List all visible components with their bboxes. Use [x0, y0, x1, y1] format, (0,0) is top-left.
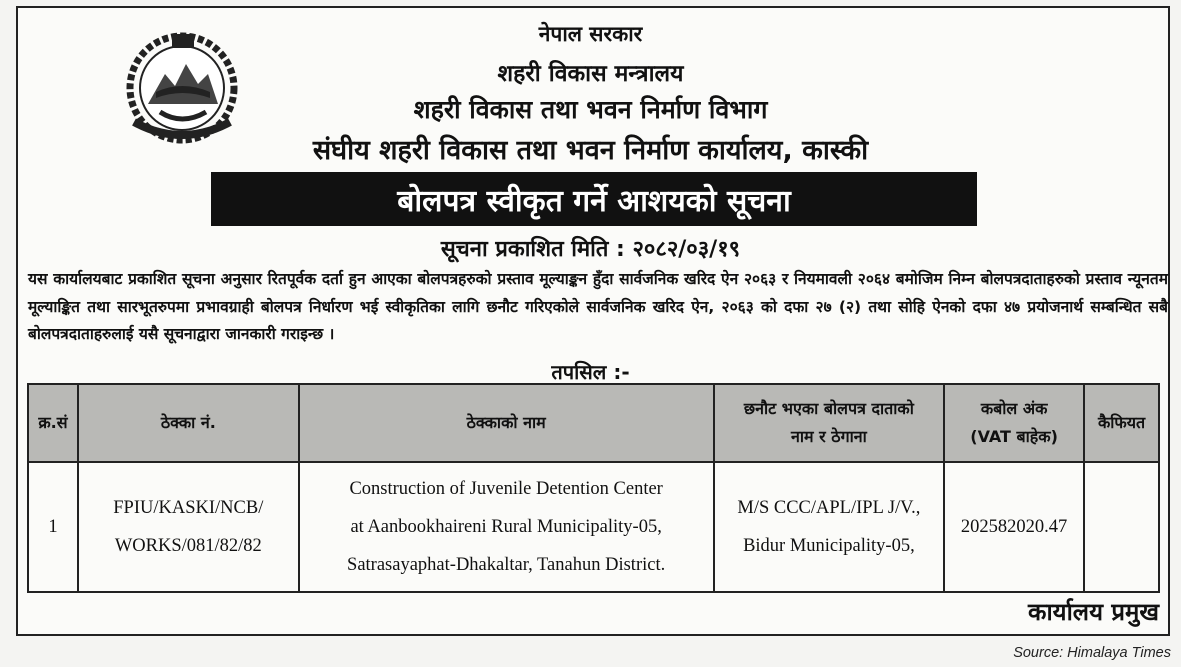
bid-table — [27, 383, 1160, 593]
header-sn: क्र.सं — [28, 384, 78, 462]
notice-body: यस कार्यालयबाट प्रकाशित सूचना अनुसार रितपूर्वक दर्ता हुन आएका बोलपत्रहरुको प्रस्ताव मूल्याङ्कन हुँदा सार्वजनिक खरिद ऐन २०६३ र नियमावली २०६४ बमोजिम निम्न बोलपत्रदाताहरुको प्रस्ताव न्यूनतम मूल्याङ्कित तथा सारभूतरुपमा प्रभावग्राही बोलपत्र निर्धारण भई स्वीकृतिका लागि छनौट गरिएकोले सार्वजनिक खरिद ऐन, २०६३ को दफा २७ (२) तथा सोहि ऐनको दफा ४७ प्रयोजनार्थ सम्बन्धित सबै बोलपत्रदाताहरुलाई यसै सूचनाद्वारा जानकारी गराइन्छ । — [28, 270, 1168, 343]
table-row — [28, 462, 1159, 592]
header-amount-line1: कबोल अंक — [980, 399, 1048, 418]
source-credit: Source: Himalaya Times — [1013, 645, 1171, 661]
header-bidder-line2: नाम र ठेगाना — [791, 427, 867, 446]
header-contract-name: ठेक्काको नाम — [299, 384, 714, 462]
contract-name-line2: at Aanbookhaireni Rural Municipality-05, — [350, 517, 662, 537]
cell-amount: 202582020.47 — [944, 462, 1084, 592]
header-bidder-line1: छनौट भएका बोलपत्र दाताको — [743, 399, 914, 418]
cell-remarks — [1084, 462, 1159, 592]
contract-name-line1: Construction of Juvenile Detention Center — [349, 479, 663, 499]
bidder-line1: M/S CCC/APL/IPL J/V., — [737, 498, 921, 518]
signature-office-chief: कार्यालय प्रमुख — [1028, 598, 1159, 626]
contract-name-line3: Satrasayaphat-Dhakaltar, Tanahun District. — [347, 555, 666, 575]
cell-contract-name — [299, 462, 714, 592]
header-contract-no: ठेक्का नं. — [78, 384, 299, 462]
header-line-3: शहरी विकास तथा भवन निर्माण विभाग — [413, 95, 768, 124]
table-header-row — [28, 384, 1159, 462]
notice-title-banner: बोलपत्र स्वीकृत गर्ने आशयको सूचना — [211, 172, 977, 226]
header-amount — [944, 384, 1084, 462]
details-heading: तपसिल :- — [551, 360, 630, 384]
published-date: सूचना प्रकाशित मिति : २०८२/०३/१९ — [440, 237, 741, 262]
bidder-line2: Bidur Municipality-05, — [743, 536, 915, 556]
cell-bidder — [714, 462, 945, 592]
header-line-2: शहरी विकास मन्त्रालय — [497, 61, 684, 87]
header-line-1: नेपाल सरकार — [538, 22, 643, 46]
contract-no-line1: FPIU/KASKI/NCB/ — [113, 498, 264, 518]
header-line-4: संघीय शहरी विकास तथा भवन निर्माण कार्यालय, कास्की — [312, 135, 869, 166]
header-amount-line2: (VAT बाहेक) — [970, 427, 1058, 446]
header-bidder — [714, 384, 945, 462]
contract-no-line2: WORKS/081/82/82 — [114, 536, 262, 556]
cell-sn: 1 — [28, 462, 78, 592]
cell-contract-no — [78, 462, 299, 592]
header-remarks: कैफियत — [1084, 384, 1159, 462]
